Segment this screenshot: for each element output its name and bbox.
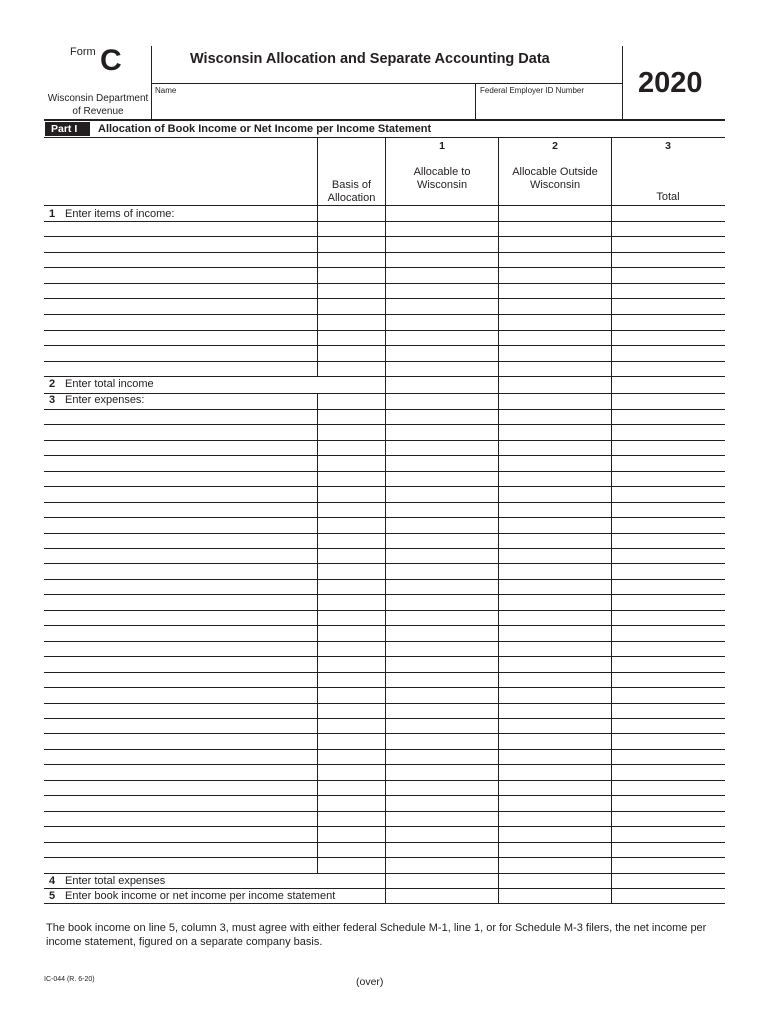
entry-cell[interactable]: [386, 377, 497, 392]
entry-cell[interactable]: [318, 362, 384, 375]
entry-cell[interactable]: [499, 765, 610, 779]
entry-cell[interactable]: [318, 673, 384, 686]
entry-cell[interactable]: [499, 734, 610, 748]
entry-cell[interactable]: [499, 642, 610, 655]
entry-cell[interactable]: [612, 564, 724, 578]
entry-cell[interactable]: [612, 874, 724, 887]
entry-cell[interactable]: [386, 812, 497, 825]
entry-cell[interactable]: [612, 719, 724, 732]
line-number: 1: [49, 208, 56, 220]
entry-cell[interactable]: [612, 734, 724, 748]
entry-cell[interactable]: [318, 812, 384, 825]
entry-cell[interactable]: [612, 518, 724, 532]
entry-cell[interactable]: [386, 410, 497, 423]
entry-cell[interactable]: [318, 206, 384, 220]
entry-cell[interactable]: [386, 346, 497, 360]
entry-cell[interactable]: [386, 549, 497, 562]
entry-cell[interactable]: [499, 626, 610, 640]
entry-cell[interactable]: [386, 284, 497, 297]
name-field[interactable]: [152, 96, 472, 118]
entry-cell[interactable]: [386, 253, 497, 266]
entry-cell[interactable]: [612, 299, 724, 313]
entry-cell[interactable]: [612, 410, 724, 423]
entry-cell[interactable]: [318, 534, 384, 547]
entry-cell[interactable]: [499, 549, 610, 562]
entry-cell[interactable]: [318, 549, 384, 562]
tax-year: 2020: [638, 67, 703, 99]
entry-cell[interactable]: [612, 253, 724, 266]
entry-cell[interactable]: [499, 253, 610, 266]
fein-label: Federal Employer ID Number: [480, 86, 585, 95]
footnote: The book income on line 5, column 3, must agree with either federal Schedule M-1, line 1, or for Schedule M-3 filers, the net income per income statement, figured on a separate company basis.: [46, 922, 707, 948]
entry-cell[interactable]: [318, 781, 384, 794]
entry-cell[interactable]: [318, 626, 384, 640]
entry-cell[interactable]: [318, 843, 384, 856]
entry-cell[interactable]: [318, 425, 384, 439]
entry-cell[interactable]: [612, 843, 724, 856]
entry-cell[interactable]: [612, 346, 724, 360]
fein-divider: [475, 83, 476, 119]
entry-cell[interactable]: [386, 657, 497, 671]
entry-cell[interactable]: [499, 889, 610, 902]
form-title: Wisconsin Allocation and Separate Accounting Data: [190, 51, 550, 67]
entry-cell[interactable]: [499, 611, 610, 624]
basis-header: Basis of Allocation: [327, 179, 376, 204]
entry-cell[interactable]: [318, 268, 384, 282]
entry-cell[interactable]: [499, 781, 610, 794]
entry-cell[interactable]: [612, 487, 724, 501]
entry-cell[interactable]: [386, 580, 497, 593]
entry-cell[interactable]: [499, 284, 610, 297]
entry-cell[interactable]: [612, 441, 724, 454]
entry-cell[interactable]: [499, 331, 610, 344]
entry-cell[interactable]: [499, 394, 610, 408]
line-number: 5: [49, 890, 56, 902]
entry-cell[interactable]: [612, 315, 724, 329]
entry-cell[interactable]: [499, 874, 610, 887]
entry-cell[interactable]: [612, 626, 724, 640]
entry-cell[interactable]: [386, 889, 497, 902]
entry-cell[interactable]: [318, 487, 384, 501]
entry-cell[interactable]: [499, 441, 610, 454]
entry-cell[interactable]: [318, 580, 384, 593]
entry-cell[interactable]: [318, 394, 384, 408]
entry-cell[interactable]: [612, 362, 724, 375]
over-note: (over): [356, 976, 384, 988]
entry-cell[interactable]: [318, 858, 384, 872]
entry-cell[interactable]: [499, 346, 610, 360]
entry-cell[interactable]: [612, 781, 724, 794]
entry-cell[interactable]: [386, 827, 497, 841]
entry-cell[interactable]: [499, 456, 610, 470]
entry-cell[interactable]: [318, 299, 384, 313]
entry-cell[interactable]: [612, 456, 724, 470]
form-letter: C: [100, 44, 122, 77]
line-text: Enter expenses:: [65, 394, 145, 406]
entry-cell[interactable]: [612, 611, 724, 624]
entry-cell[interactable]: [386, 222, 497, 235]
entry-cell[interactable]: [386, 503, 497, 516]
entry-cell[interactable]: [386, 237, 497, 251]
entry-cell[interactable]: [386, 704, 497, 717]
entry-cell[interactable]: [499, 377, 610, 392]
entry-cell[interactable]: [318, 315, 384, 329]
name-label: Name: [155, 86, 177, 95]
entry-cell[interactable]: [318, 284, 384, 297]
entry-cell[interactable]: [386, 874, 497, 887]
entry-cell[interactable]: [318, 657, 384, 671]
header-divider-right: [622, 46, 623, 119]
entry-cell[interactable]: [612, 580, 724, 593]
entry-cell[interactable]: [612, 549, 724, 562]
fein-field[interactable]: [477, 96, 621, 118]
entry-cell[interactable]: [612, 534, 724, 547]
col1-header: Allocable to Wisconsin: [413, 166, 471, 191]
entry-cell[interactable]: [499, 719, 610, 732]
col2-header: Allocable Outside Wisconsin: [512, 166, 598, 191]
form-word: Form: [70, 46, 96, 58]
entry-cell[interactable]: [499, 858, 610, 872]
entry-cell[interactable]: [612, 206, 724, 220]
entry-cell[interactable]: [318, 688, 384, 702]
entry-cell[interactable]: [318, 518, 384, 532]
entry-cell[interactable]: [386, 843, 497, 856]
line-4-label: [49, 875, 165, 887]
entry-cell[interactable]: [499, 750, 610, 763]
line-5-label: [49, 890, 335, 902]
entry-cell[interactable]: [318, 331, 384, 344]
line-number: 2: [49, 378, 56, 390]
entry-cell[interactable]: [386, 564, 497, 578]
entry-cell[interactable]: [386, 750, 497, 763]
line-number: 3: [49, 394, 56, 406]
entry-cell[interactable]: [318, 472, 384, 485]
entry-cell[interactable]: [499, 206, 610, 220]
entry-cell[interactable]: [318, 765, 384, 779]
entry-cell[interactable]: [499, 688, 610, 702]
entry-cell[interactable]: [318, 441, 384, 454]
line-number: 4: [49, 875, 56, 887]
part-badge: Part I: [45, 122, 90, 136]
entry-cell[interactable]: [499, 425, 610, 439]
entry-cell[interactable]: [499, 796, 610, 810]
form-id: IC-044 (R. 6-20): [44, 976, 95, 983]
entry-cell[interactable]: [386, 734, 497, 748]
entry-cell[interactable]: [612, 827, 724, 841]
entry-cell[interactable]: [386, 796, 497, 810]
col2-number: 2: [552, 140, 558, 152]
entry-cell[interactable]: [499, 237, 610, 251]
col1-number: 1: [439, 140, 445, 152]
entry-cell[interactable]: [612, 688, 724, 702]
entry-cell[interactable]: [499, 222, 610, 235]
entry-cell[interactable]: [386, 534, 497, 547]
entry-cell[interactable]: [318, 595, 384, 609]
entry-cell[interactable]: [612, 673, 724, 686]
entry-cell[interactable]: [612, 268, 724, 282]
entry-cell[interactable]: [499, 843, 610, 856]
line-text: Enter book income or net income per income statement: [65, 890, 336, 902]
entry-cell[interactable]: [318, 222, 384, 235]
entry-cell[interactable]: [612, 503, 724, 516]
entry-cell[interactable]: [318, 704, 384, 717]
entry-cell[interactable]: [499, 812, 610, 825]
entry-cell[interactable]: [386, 487, 497, 501]
entry-cell[interactable]: [386, 425, 497, 439]
entry-cell[interactable]: [612, 765, 724, 779]
part-title: Allocation of Book Income or Net Income per Income Statement: [98, 123, 432, 135]
entry-cell[interactable]: [318, 750, 384, 763]
entry-cell[interactable]: [499, 299, 610, 313]
entry-cell[interactable]: [386, 441, 497, 454]
entry-cell[interactable]: [386, 781, 497, 794]
line-1-label: [49, 208, 174, 220]
entry-cell[interactable]: [612, 889, 724, 902]
entry-cell[interactable]: [386, 268, 497, 282]
entry-cell[interactable]: [499, 564, 610, 578]
entry-cell[interactable]: [318, 410, 384, 423]
entry-cell[interactable]: [612, 812, 724, 825]
entry-cell[interactable]: [499, 704, 610, 717]
line-text: Enter total expenses: [65, 875, 166, 887]
entry-cell[interactable]: [499, 580, 610, 593]
entry-cell[interactable]: [318, 611, 384, 624]
entry-cell[interactable]: [612, 642, 724, 655]
entry-cell[interactable]: [386, 765, 497, 779]
entry-cell[interactable]: [386, 206, 497, 220]
col3-header: Total: [656, 191, 680, 203]
entry-cell[interactable]: [499, 827, 610, 841]
entry-cell[interactable]: [612, 858, 724, 872]
entry-cell[interactable]: [318, 734, 384, 748]
entry-cell[interactable]: [612, 704, 724, 717]
entry-cell[interactable]: [499, 315, 610, 329]
entry-cell[interactable]: [612, 657, 724, 671]
entry-cell[interactable]: [499, 518, 610, 532]
entry-cell[interactable]: [499, 268, 610, 282]
entry-cell[interactable]: [386, 595, 497, 609]
entry-cell[interactable]: [386, 472, 497, 485]
entry-cell[interactable]: [386, 456, 497, 470]
entry-cell[interactable]: [612, 222, 724, 235]
entry-cell[interactable]: [612, 394, 724, 408]
entry-cell[interactable]: [612, 284, 724, 297]
entry-cell[interactable]: [318, 796, 384, 810]
entry-cell[interactable]: [386, 719, 497, 732]
line-text: Enter items of income:: [65, 208, 175, 220]
entry-cell[interactable]: [386, 611, 497, 624]
entry-cell[interactable]: [386, 626, 497, 640]
entry-cell[interactable]: [499, 362, 610, 375]
entry-cell[interactable]: [318, 827, 384, 841]
entry-cell[interactable]: [318, 346, 384, 360]
entry-cell[interactable]: [499, 472, 610, 485]
entry-cell[interactable]: [386, 518, 497, 532]
entry-cell[interactable]: [386, 688, 497, 702]
entry-cell[interactable]: [386, 673, 497, 686]
entry-cell[interactable]: [499, 534, 610, 547]
entry-cell[interactable]: [318, 719, 384, 732]
entry-cell[interactable]: [612, 595, 724, 609]
entry-cell[interactable]: [612, 472, 724, 485]
line-5-rule: [44, 903, 725, 904]
entry-cell[interactable]: [499, 673, 610, 686]
name-field-top: [151, 83, 622, 84]
entry-cell[interactable]: [386, 858, 497, 872]
entry-cell[interactable]: [499, 487, 610, 501]
line-text: Enter total income: [65, 378, 154, 390]
entry-cell[interactable]: [318, 456, 384, 470]
entry-cell[interactable]: [318, 642, 384, 655]
line-2-label: [49, 378, 154, 390]
entry-cell[interactable]: [386, 642, 497, 655]
header-bottom-rule: [44, 119, 725, 121]
entry-cell[interactable]: [386, 315, 497, 329]
line-3-label: [49, 394, 145, 406]
entry-cell[interactable]: [499, 410, 610, 423]
entry-cell[interactable]: [499, 657, 610, 671]
entry-cell[interactable]: [612, 796, 724, 810]
entry-cell[interactable]: [386, 299, 497, 313]
entry-cell[interactable]: [612, 425, 724, 439]
entry-cell[interactable]: [318, 237, 384, 251]
entry-cell[interactable]: [386, 331, 497, 344]
entry-cell[interactable]: [318, 564, 384, 578]
entry-cell[interactable]: [499, 503, 610, 516]
entry-cell[interactable]: [612, 377, 724, 392]
entry-cell[interactable]: [318, 503, 384, 516]
entry-cell[interactable]: [612, 237, 724, 251]
entry-cell[interactable]: [318, 253, 384, 266]
department-name: Wisconsin Department of Revenue: [47, 93, 149, 117]
entry-cell[interactable]: [386, 394, 497, 408]
entry-cell[interactable]: [386, 362, 497, 375]
entry-cell[interactable]: [612, 750, 724, 763]
col3-number: 3: [665, 140, 671, 152]
entry-cell[interactable]: [499, 595, 610, 609]
entry-cell[interactable]: [612, 331, 724, 344]
